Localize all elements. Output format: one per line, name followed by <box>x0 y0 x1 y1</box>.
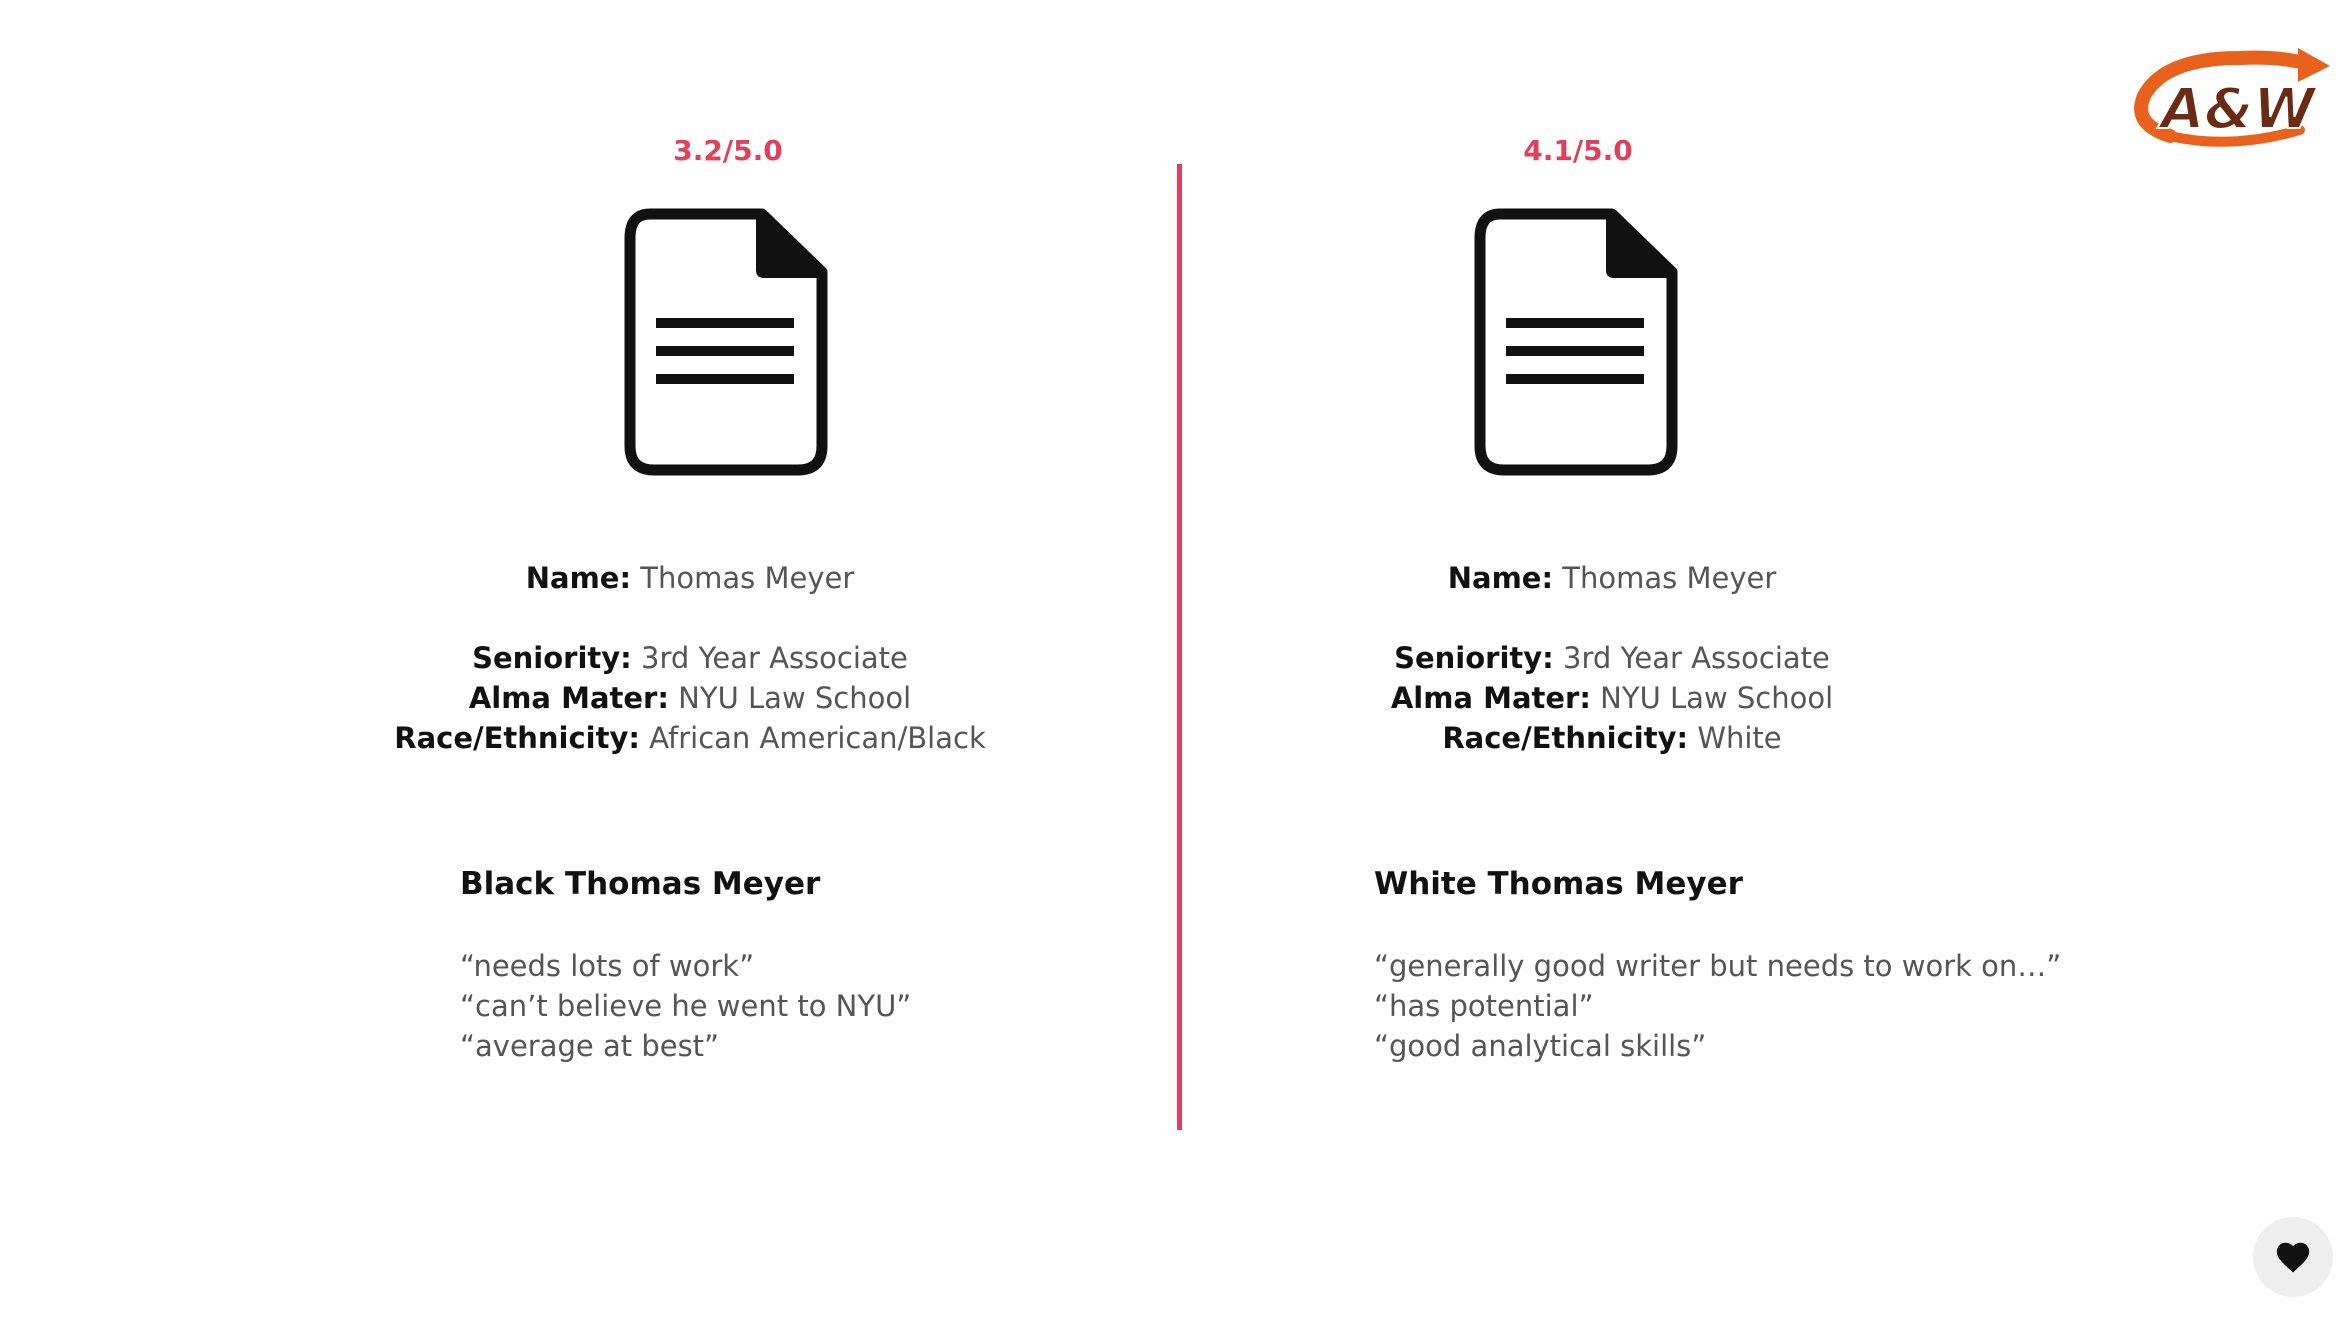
document-icon <box>1474 208 1684 476</box>
heart-icon <box>2274 1240 2312 1274</box>
right-profile <box>1262 558 1962 758</box>
seniority-value: 3rd Year Associate <box>1563 641 1830 675</box>
alma-mater-value: NYU Law School <box>1600 681 1834 715</box>
quote-item: “generally good writer but needs to work on…” <box>1374 949 2062 983</box>
seniority-label: Seniority: <box>472 641 632 675</box>
name-value: Thomas Meyer <box>1562 561 1777 595</box>
right-quotes <box>1374 946 2061 1066</box>
quote-item: “has potential” <box>1374 989 1594 1023</box>
aw-logo <box>2130 44 2336 154</box>
seniority-label: Seniority: <box>1394 641 1554 675</box>
name-label: Name: <box>1447 561 1554 595</box>
quote-item: “needs lots of work” <box>460 949 755 983</box>
race-value: African American/Black <box>649 721 986 755</box>
right-score: 4.1/5.0 <box>1523 134 1633 167</box>
seniority-value: 3rd Year Associate <box>641 641 908 675</box>
left-profile <box>340 558 1040 758</box>
favorite-button[interactable] <box>2253 1217 2333 1297</box>
alma-mater-label: Alma Mater: <box>468 681 669 715</box>
document-icon <box>624 208 834 476</box>
race-label: Race/Ethnicity: <box>394 721 640 755</box>
quote-item: “can’t believe he went to NYU” <box>460 989 912 1023</box>
left-score: 3.2/5.0 <box>673 134 783 167</box>
race-value: White <box>1697 721 1782 755</box>
quote-item: “average at best” <box>460 1029 720 1063</box>
alma-mater-label: Alma Mater: <box>1390 681 1591 715</box>
race-label: Race/Ethnicity: <box>1442 721 1689 755</box>
column-divider <box>1177 164 1182 1130</box>
name-value: Thomas Meyer <box>640 561 855 595</box>
right-heading: White Thomas Meyer <box>1374 866 1743 902</box>
logo-text: A&W <box>2161 77 2315 142</box>
alma-mater-value: NYU Law School <box>678 681 912 715</box>
left-quotes <box>460 946 911 1066</box>
quote-item: “good analytical skills” <box>1374 1029 1707 1063</box>
name-label: Name: <box>525 561 632 595</box>
left-heading: Black Thomas Meyer <box>460 866 821 902</box>
